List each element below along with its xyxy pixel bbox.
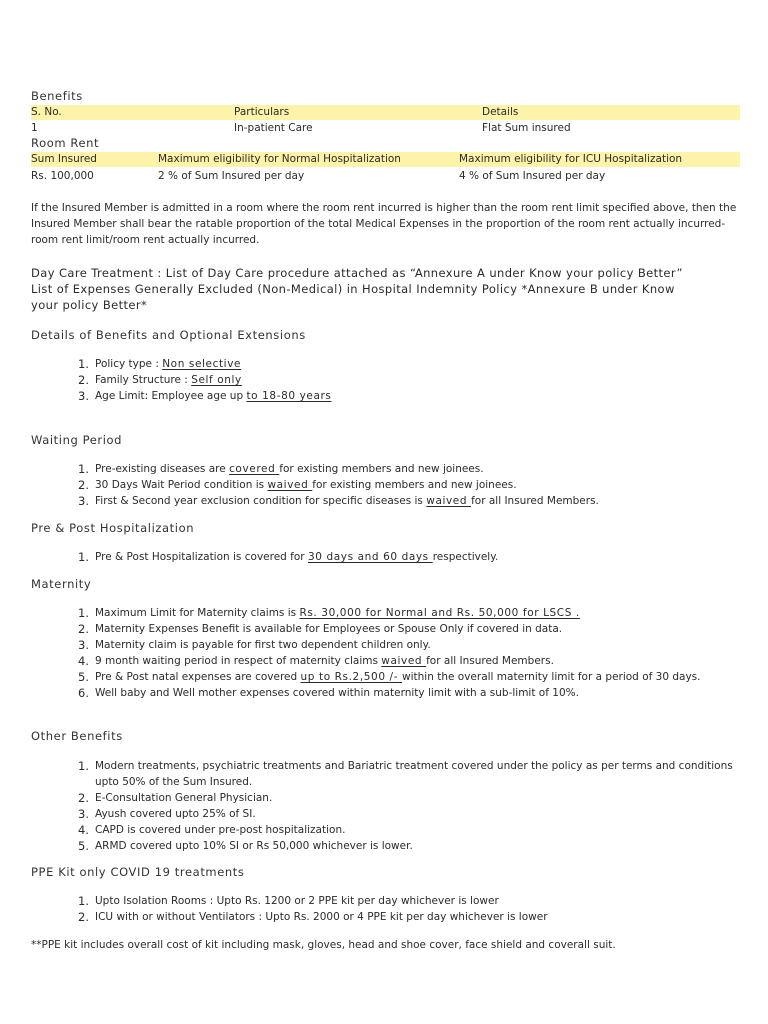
maternity-list <box>31 605 755 701</box>
list-item: 3. Age Limit: Employee age up to 18-80 years <box>78 389 332 403</box>
list-item: 5. ARMD covered upto 10% SI or Rs 50,000 whichever is lower. <box>78 839 413 853</box>
benefits-header-particulars: Particulars <box>234 106 290 118</box>
list-item: 2. Maternity Expenses Benefit is available for Employees or Spouse Only if covered in data. <box>78 622 563 636</box>
list-item: 5. Pre & Post natal expenses are covered up to Rs.2,500 /- within the overall maternity limit for a period of 30 days. <box>78 670 701 684</box>
room-rent-header-normal: Maximum eligibility for Normal Hospitalization <box>158 153 401 165</box>
other-list <box>31 758 755 854</box>
details-list <box>31 356 755 404</box>
room-rent-header-icu: Maximum eligibility for ICU Hospitalization <box>459 153 683 165</box>
prepost-heading: Pre & Post Hospitalization <box>31 521 195 535</box>
list-item: 6. Well baby and Well mother expenses covered within maternity limit with a sub-limit of 10%. <box>78 686 579 700</box>
list-item: 1. Modern treatments, psychiatric treatments and Bariatric treatment covered under the policy as per terms and conditions upto 50% of the Sum Insured. <box>78 759 733 788</box>
list-item: 3. Maternity claim is payable for first two dependent children only. <box>78 638 431 652</box>
other-heading: Other Benefits <box>31 729 123 743</box>
maternity-heading: Maternity <box>31 577 92 591</box>
benefits-row <box>31 121 740 136</box>
room-rent-cell-sum: Rs. 100,000 <box>31 170 94 182</box>
list-item: 4. 9 month waiting period in respect of maternity claims waived for all Insured Members. <box>78 654 554 668</box>
room-rent-cell-normal: 2 % of Sum Insured per day <box>158 170 305 182</box>
exclusions-text: List of Expenses Generally Excluded (Non-Medical) in Hospital Indemnity Policy *Annexure B under Know your policy Better* <box>31 282 675 312</box>
room-rent-header-sum: Sum Insured <box>31 153 97 165</box>
waiting-heading: Waiting Period <box>31 433 123 447</box>
list-item: 1. Policy type : Non selective <box>78 357 242 371</box>
list-item: 3. First & Second year exclusion condition for specific diseases is waived for all Insured Members. <box>78 494 599 508</box>
prepost-list <box>31 549 755 565</box>
ppe-heading: PPE Kit only COVID 19 treatments <box>31 865 245 879</box>
benefits-heading: Benefits <box>31 89 83 103</box>
list-item: 2. Family Structure : Self only <box>78 373 242 387</box>
benefits-header-details: Details <box>482 106 519 118</box>
ppe-note: **PPE kit includes overall cost of kit including mask, gloves, head and shoe cover, face shield and coverall suit. <box>31 939 616 951</box>
benefits-cell-particulars: In-patient Care <box>234 122 313 134</box>
list-item: 2. ICU with or without Ventilators : Upto Rs. 2000 or 4 PPE kit per day whichever is lower <box>78 910 548 924</box>
list-item: 1. Upto Isolation Rooms : Upto Rs. 1200 or 2 PPE kit per day whichever is lower <box>78 894 499 908</box>
day-care-text: Day Care Treatment : List of Day Care procedure attached as “Annexure A under Know your policy Better” <box>31 266 683 280</box>
benefits-cell-sno: 1 <box>31 122 38 134</box>
list-item: 2. 30 Days Wait Period condition is waived for existing members and new joinees. <box>78 478 517 492</box>
waiting-list <box>31 461 755 509</box>
room-rent-heading: Room Rent <box>31 136 100 150</box>
room-rent-cell-icu: 4 % of Sum Insured per day <box>459 170 606 182</box>
list-item: 1. Pre-existing diseases are covered for existing members and new joinees. <box>78 462 484 476</box>
ppe-list <box>31 893 755 925</box>
benefits-header-row <box>31 105 740 120</box>
benefits-cell-details: Flat Sum insured <box>482 122 571 134</box>
benefits-header-sno: S. No. <box>31 106 62 118</box>
list-item: 4. CAPD is covered under pre-post hospitalization. <box>78 823 346 837</box>
list-item: 3. Ayush covered upto 25% of SI. <box>78 807 256 821</box>
list-item: 2. E-Consultation General Physician. <box>78 791 273 805</box>
room-rent-note: If the Insured Member is admitted in a room where the room rent incurred is higher than the room rent limit specified above, then the Insured Member shall bear the ratable proportion of the total Medical Expenses in the proportion of the room rent actually incurred-room rent limit/room rent actually incurred. <box>31 202 737 246</box>
list-item: 1. Pre & Post Hospitalization is covered for 30 days and 60 days respectively. <box>78 550 499 564</box>
list-item: 1. Maximum Limit for Maternity claims is Rs. 30,000 for Normal and Rs. 50,000 for LSCS . <box>78 606 580 620</box>
details-heading: Details of Benefits and Optional Extensions <box>31 328 306 342</box>
room-rent-row <box>31 169 740 184</box>
room-rent-header-row <box>31 152 740 167</box>
